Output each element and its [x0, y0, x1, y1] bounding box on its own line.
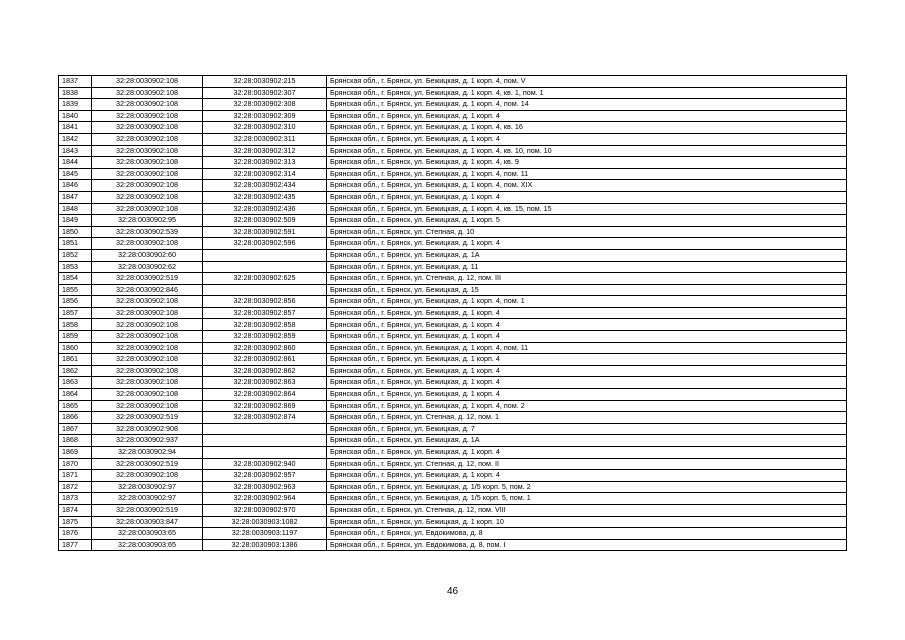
row-number-cell: 1837 — [59, 76, 92, 88]
parent-cadastral-number-cell: 32:28:0030902:108 — [92, 319, 203, 331]
address-cell: Брянская обл., г. Брянск, ул. Бежицкая, д. 1А — [327, 249, 847, 261]
cadastral-number-cell — [203, 435, 327, 447]
row-number-cell: 1849 — [59, 215, 92, 227]
address-cell: Брянская обл., г. Брянск, ул. Бежицкая, д. 1 корп. 4 — [327, 307, 847, 319]
table-row — [59, 249, 847, 261]
cadastral-number-cell: 32:28:0030902:857 — [203, 307, 327, 319]
cadastral-number-cell: 32:28:0030902:869 — [203, 400, 327, 412]
parent-cadastral-number-cell: 32:28:0030903:65 — [92, 539, 203, 551]
cadastral-number-cell: 32:28:0030902:861 — [203, 354, 327, 366]
property-registry-table — [58, 75, 847, 551]
parent-cadastral-number-cell: 32:28:0030902:108 — [92, 180, 203, 192]
parent-cadastral-number-cell: 32:28:0030902:519 — [92, 504, 203, 516]
row-number-cell: 1839 — [59, 99, 92, 111]
row-number-cell: 1840 — [59, 110, 92, 122]
parent-cadastral-number-cell: 32:28:0030902:108 — [92, 470, 203, 482]
row-number-cell: 1875 — [59, 516, 92, 528]
address-cell: Брянская обл., г. Брянск, ул. Бежицкая, д. 1 корп. 4 — [327, 365, 847, 377]
table-row — [59, 435, 847, 447]
cadastral-number-cell: 32:28:0030902:957 — [203, 470, 327, 482]
parent-cadastral-number-cell: 32:28:0030902:108 — [92, 377, 203, 389]
address-cell: Брянская обл., г. Брянск, ул. Бежицкая, д. 7 — [327, 423, 847, 435]
cadastral-number-cell: 32:28:0030902:308 — [203, 99, 327, 111]
table-row — [59, 365, 847, 377]
parent-cadastral-number-cell: 32:28:0030902:108 — [92, 238, 203, 250]
table-row — [59, 389, 847, 401]
cadastral-number-cell: 32:28:0030902:434 — [203, 180, 327, 192]
table-row — [59, 423, 847, 435]
table-row — [59, 238, 847, 250]
row-number-cell: 1861 — [59, 354, 92, 366]
address-cell: Брянская обл., г. Брянск, ул. Бежицкая, д. 1 корп. 4, кв. 9 — [327, 157, 847, 169]
parent-cadastral-number-cell: 32:28:0030902:108 — [92, 203, 203, 215]
row-number-cell: 1868 — [59, 435, 92, 447]
parent-cadastral-number-cell: 32:28:0030903:65 — [92, 528, 203, 540]
parent-cadastral-number-cell: 32:28:0030902:539 — [92, 226, 203, 238]
address-cell: Брянская обл., г. Брянск, ул. Бежицкая, д. 1 корп. 4 — [327, 447, 847, 459]
row-number-cell: 1851 — [59, 238, 92, 250]
address-cell: Брянская обл., г. Брянск, ул. Бежицкая, д. 1 корп. 4, пом. 1 — [327, 296, 847, 308]
address-cell: Брянская обл., г. Брянск, ул. Бежицкая, д. 1А — [327, 435, 847, 447]
cadastral-number-cell: 32:28:0030902:314 — [203, 168, 327, 180]
row-number-cell: 1841 — [59, 122, 92, 134]
row-number-cell: 1843 — [59, 145, 92, 157]
address-cell: Брянская обл., г. Брянск, ул. Бежицкая, д. 1 корп. 4 — [327, 354, 847, 366]
cadastral-number-cell: 32:28:0030902:963 — [203, 481, 327, 493]
row-number-cell: 1860 — [59, 342, 92, 354]
registry-table-body — [59, 76, 847, 551]
cadastral-number-cell: 32:28:0030902:863 — [203, 377, 327, 389]
cadastral-number-cell: 32:28:0030902:940 — [203, 458, 327, 470]
address-cell: Брянская обл., г. Брянск, ул. Бежицкая, д. 11 — [327, 261, 847, 273]
table-row — [59, 168, 847, 180]
address-cell: Брянская обл., г. Брянск, ул. Бежицкая, д. 1 корп. 5 — [327, 215, 847, 227]
parent-cadastral-number-cell: 32:28:0030902:95 — [92, 215, 203, 227]
address-cell: Брянская обл., г. Брянск, ул. Бежицкая, д. 1 корп. 4 — [327, 470, 847, 482]
parent-cadastral-number-cell: 32:28:0030902:97 — [92, 493, 203, 505]
row-number-cell: 1872 — [59, 481, 92, 493]
address-cell: Брянская обл., г. Брянск, ул. Степная, д. 12, пом. II — [327, 458, 847, 470]
parent-cadastral-number-cell: 32:28:0030902:108 — [92, 307, 203, 319]
row-number-cell: 1865 — [59, 400, 92, 412]
parent-cadastral-number-cell: 32:28:0030902:108 — [92, 400, 203, 412]
address-cell: Брянская обл., г. Брянск, ул. Евдокимова, д. 8, пом. I — [327, 539, 847, 551]
parent-cadastral-number-cell: 32:28:0030902:62 — [92, 261, 203, 273]
table-row — [59, 342, 847, 354]
parent-cadastral-number-cell: 32:28:0030902:108 — [92, 157, 203, 169]
parent-cadastral-number-cell: 32:28:0030902:108 — [92, 87, 203, 99]
table-row — [59, 447, 847, 459]
row-number-cell: 1863 — [59, 377, 92, 389]
address-cell: Брянская обл., г. Брянск, ул. Бежицкая, д. 1 корп. 4, пом. 2 — [327, 400, 847, 412]
cadastral-number-cell: 32:28:0030902:311 — [203, 133, 327, 145]
row-number-cell: 1869 — [59, 447, 92, 459]
address-cell: Брянская обл., г. Брянск, ул. Бежицкая, д. 1 корп. 4 — [327, 133, 847, 145]
cadastral-number-cell: 32:28:0030903:1082 — [203, 516, 327, 528]
table-row — [59, 319, 847, 331]
address-cell: Брянская обл., г. Брянск, ул. Степная, д. 12, пом. VIII — [327, 504, 847, 516]
table-row — [59, 504, 847, 516]
address-cell: Брянская обл., г. Брянск, ул. Степная, д. 12, пом. III — [327, 273, 847, 285]
parent-cadastral-number-cell: 32:28:0030902:108 — [92, 76, 203, 88]
row-number-cell: 1838 — [59, 87, 92, 99]
row-number-cell: 1848 — [59, 203, 92, 215]
table-row — [59, 481, 847, 493]
parent-cadastral-number-cell: 32:28:0030902:846 — [92, 284, 203, 296]
address-cell: Брянская обл., г. Брянск, ул. Бежицкая, д. 1 корп. 4, кв. 16 — [327, 122, 847, 134]
parent-cadastral-number-cell: 32:28:0030902:108 — [92, 342, 203, 354]
address-cell: Брянская обл., г. Брянск, ул. Бежицкая, д. 1 корп. 4 — [327, 238, 847, 250]
row-number-cell: 1853 — [59, 261, 92, 273]
table-row — [59, 180, 847, 192]
cadastral-number-cell — [203, 284, 327, 296]
row-number-cell: 1873 — [59, 493, 92, 505]
parent-cadastral-number-cell: 32:28:0030902:108 — [92, 331, 203, 343]
row-number-cell: 1856 — [59, 296, 92, 308]
address-cell: Брянская обл., г. Брянск, ул. Степная, д. 10 — [327, 226, 847, 238]
parent-cadastral-number-cell: 32:28:0030902:937 — [92, 435, 203, 447]
parent-cadastral-number-cell: 32:28:0030902:94 — [92, 447, 203, 459]
table-row — [59, 273, 847, 285]
address-cell: Брянская обл., г. Брянск, ул. Бежицкая, д. 1 корп. 4, пом. 11 — [327, 342, 847, 354]
row-number-cell: 1850 — [59, 226, 92, 238]
parent-cadastral-number-cell: 32:28:0030902:108 — [92, 389, 203, 401]
address-cell: Брянская обл., г. Брянск, ул. Бежицкая, д. 1 корп. 4 — [327, 319, 847, 331]
cadastral-number-cell: 32:28:0030902:874 — [203, 412, 327, 424]
row-number-cell: 1855 — [59, 284, 92, 296]
parent-cadastral-number-cell: 32:28:0030902:108 — [92, 99, 203, 111]
table-row — [59, 412, 847, 424]
cadastral-number-cell: 32:28:0030902:970 — [203, 504, 327, 516]
row-number-cell: 1874 — [59, 504, 92, 516]
cadastral-number-cell: 32:28:0030902:860 — [203, 342, 327, 354]
row-number-cell: 1876 — [59, 528, 92, 540]
table-row — [59, 307, 847, 319]
table-row — [59, 110, 847, 122]
address-cell: Брянская обл., г. Брянск, ул. Бежицкая, д. 1 корп. 4, пом. V — [327, 76, 847, 88]
parent-cadastral-number-cell: 32:28:0030902:519 — [92, 273, 203, 285]
cadastral-number-cell: 32:28:0030902:625 — [203, 273, 327, 285]
parent-cadastral-number-cell: 32:28:0030902:97 — [92, 481, 203, 493]
table-row — [59, 377, 847, 389]
row-number-cell: 1858 — [59, 319, 92, 331]
cadastral-number-cell — [203, 423, 327, 435]
row-number-cell: 1852 — [59, 249, 92, 261]
address-cell: Брянская обл., г. Брянск, ул. Бежицкая, д. 1 корп. 4 — [327, 389, 847, 401]
parent-cadastral-number-cell: 32:28:0030902:108 — [92, 110, 203, 122]
cadastral-number-cell: 32:28:0030902:435 — [203, 191, 327, 203]
cadastral-number-cell: 32:28:0030902:436 — [203, 203, 327, 215]
row-number-cell: 1866 — [59, 412, 92, 424]
parent-cadastral-number-cell: 32:28:0030902:108 — [92, 145, 203, 157]
parent-cadastral-number-cell: 32:28:0030902:60 — [92, 249, 203, 261]
table-row — [59, 76, 847, 88]
parent-cadastral-number-cell: 32:28:0030902:519 — [92, 412, 203, 424]
table-row — [59, 99, 847, 111]
table-row — [59, 528, 847, 540]
cadastral-number-cell: 32:28:0030902:596 — [203, 238, 327, 250]
address-cell: Брянская обл., г. Брянск, ул. Бежицкая, д. 1 корп. 4 — [327, 331, 847, 343]
cadastral-number-cell: 32:28:0030902:310 — [203, 122, 327, 134]
table-row — [59, 215, 847, 227]
table-row — [59, 133, 847, 145]
row-number-cell: 1877 — [59, 539, 92, 551]
parent-cadastral-number-cell: 32:28:0030903:847 — [92, 516, 203, 528]
cadastral-number-cell — [203, 447, 327, 459]
cadastral-number-cell: 32:28:0030902:858 — [203, 319, 327, 331]
page-number: 46 — [446, 586, 459, 597]
address-cell: Брянская обл., г. Брянск, ул. Бежицкая, д. 1 корп. 4, кв. 10, пом. 10 — [327, 145, 847, 157]
cadastral-number-cell: 32:28:0030902:864 — [203, 389, 327, 401]
cadastral-number-cell: 32:28:0030902:215 — [203, 76, 327, 88]
row-number-cell: 1864 — [59, 389, 92, 401]
cadastral-number-cell: 32:28:0030902:313 — [203, 157, 327, 169]
cadastral-number-cell: 32:28:0030902:859 — [203, 331, 327, 343]
address-cell: Брянская обл., г. Брянск, ул. Бежицкая, д. 1 корп. 4, кв. 1, пом. 1 — [327, 87, 847, 99]
cadastral-number-cell: 32:28:0030903:1386 — [203, 539, 327, 551]
table-row — [59, 296, 847, 308]
table-row — [59, 470, 847, 482]
table-row — [59, 226, 847, 238]
address-cell: Брянская обл., г. Брянск, ул. Степная, д. 12, пом. 1 — [327, 412, 847, 424]
row-number-cell: 1859 — [59, 331, 92, 343]
cadastral-number-cell — [203, 261, 327, 273]
row-number-cell: 1845 — [59, 168, 92, 180]
cadastral-number-cell: 32:28:0030902:309 — [203, 110, 327, 122]
address-cell: Брянская обл., г. Брянск, ул. Евдокимова, д. 8 — [327, 528, 847, 540]
table-row — [59, 458, 847, 470]
table-row — [59, 539, 847, 551]
address-cell: Брянская обл., г. Брянск, ул. Бежицкая, д. 1 корп. 10 — [327, 516, 847, 528]
row-number-cell: 1870 — [59, 458, 92, 470]
row-number-cell: 1857 — [59, 307, 92, 319]
address-cell: Брянская обл., г. Брянск, ул. Бежицкая, д. 1 корп. 4, пом. XIX — [327, 180, 847, 192]
cadastral-number-cell: 32:28:0030902:856 — [203, 296, 327, 308]
cadastral-number-cell: 32:28:0030902:509 — [203, 215, 327, 227]
row-number-cell: 1862 — [59, 365, 92, 377]
cadastral-number-cell: 32:28:0030902:964 — [203, 493, 327, 505]
parent-cadastral-number-cell: 32:28:0030902:519 — [92, 458, 203, 470]
parent-cadastral-number-cell: 32:28:0030902:108 — [92, 168, 203, 180]
parent-cadastral-number-cell: 32:28:0030902:108 — [92, 191, 203, 203]
row-number-cell: 1847 — [59, 191, 92, 203]
table-row — [59, 331, 847, 343]
cadastral-number-cell: 32:28:0030902:862 — [203, 365, 327, 377]
address-cell: Брянская обл., г. Брянск, ул. Бежицкая, д. 1 корп. 4 — [327, 191, 847, 203]
cadastral-number-cell: 32:28:0030903:1197 — [203, 528, 327, 540]
table-row — [59, 400, 847, 412]
cadastral-number-cell: 32:28:0030902:307 — [203, 87, 327, 99]
row-number-cell: 1871 — [59, 470, 92, 482]
row-number-cell: 1867 — [59, 423, 92, 435]
row-number-cell: 1846 — [59, 180, 92, 192]
address-cell: Брянская обл., г. Брянск, ул. Бежицкая, д. 1 корп. 4 — [327, 377, 847, 389]
table-row — [59, 516, 847, 528]
address-cell: Брянская обл., г. Брянск, ул. Бежицкая, д. 1 корп. 4, кв. 15, пом. 15 — [327, 203, 847, 215]
parent-cadastral-number-cell: 32:28:0030902:908 — [92, 423, 203, 435]
table-row — [59, 87, 847, 99]
row-number-cell: 1854 — [59, 273, 92, 285]
cadastral-number-cell — [203, 249, 327, 261]
row-number-cell: 1842 — [59, 133, 92, 145]
table-row — [59, 493, 847, 505]
table-row — [59, 191, 847, 203]
address-cell: Брянская обл., г. Брянск, ул. Бежицкая, д. 1 корп. 4, пом. 11 — [327, 168, 847, 180]
parent-cadastral-number-cell: 32:28:0030902:108 — [92, 122, 203, 134]
table-row — [59, 157, 847, 169]
parent-cadastral-number-cell: 32:28:0030902:108 — [92, 365, 203, 377]
table-row — [59, 354, 847, 366]
table-row — [59, 122, 847, 134]
cadastral-number-cell: 32:28:0030902:312 — [203, 145, 327, 157]
address-cell: Брянская обл., г. Брянск, ул. Бежицкая, д. 1 корп. 4 — [327, 110, 847, 122]
parent-cadastral-number-cell: 32:28:0030902:108 — [92, 354, 203, 366]
parent-cadastral-number-cell: 32:28:0030902:108 — [92, 133, 203, 145]
table-row — [59, 145, 847, 157]
parent-cadastral-number-cell: 32:28:0030902:108 — [92, 296, 203, 308]
table-row — [59, 284, 847, 296]
address-cell: Брянская обл., г. Брянск, ул. Бежицкая, д. 15 — [327, 284, 847, 296]
table-row — [59, 261, 847, 273]
address-cell: Брянская обл., г. Брянск, ул. Бежицкая, д. 1/5 корп. 5, пом. 1 — [327, 493, 847, 505]
table-row — [59, 203, 847, 215]
address-cell: Брянская обл., г. Брянск, ул. Бежицкая, д. 1/5 корп. 5, пом. 2 — [327, 481, 847, 493]
address-cell: Брянская обл., г. Брянск, ул. Бежицкая, д. 1 корп. 4, пом. 14 — [327, 99, 847, 111]
cadastral-number-cell: 32:28:0030902:591 — [203, 226, 327, 238]
row-number-cell: 1844 — [59, 157, 92, 169]
